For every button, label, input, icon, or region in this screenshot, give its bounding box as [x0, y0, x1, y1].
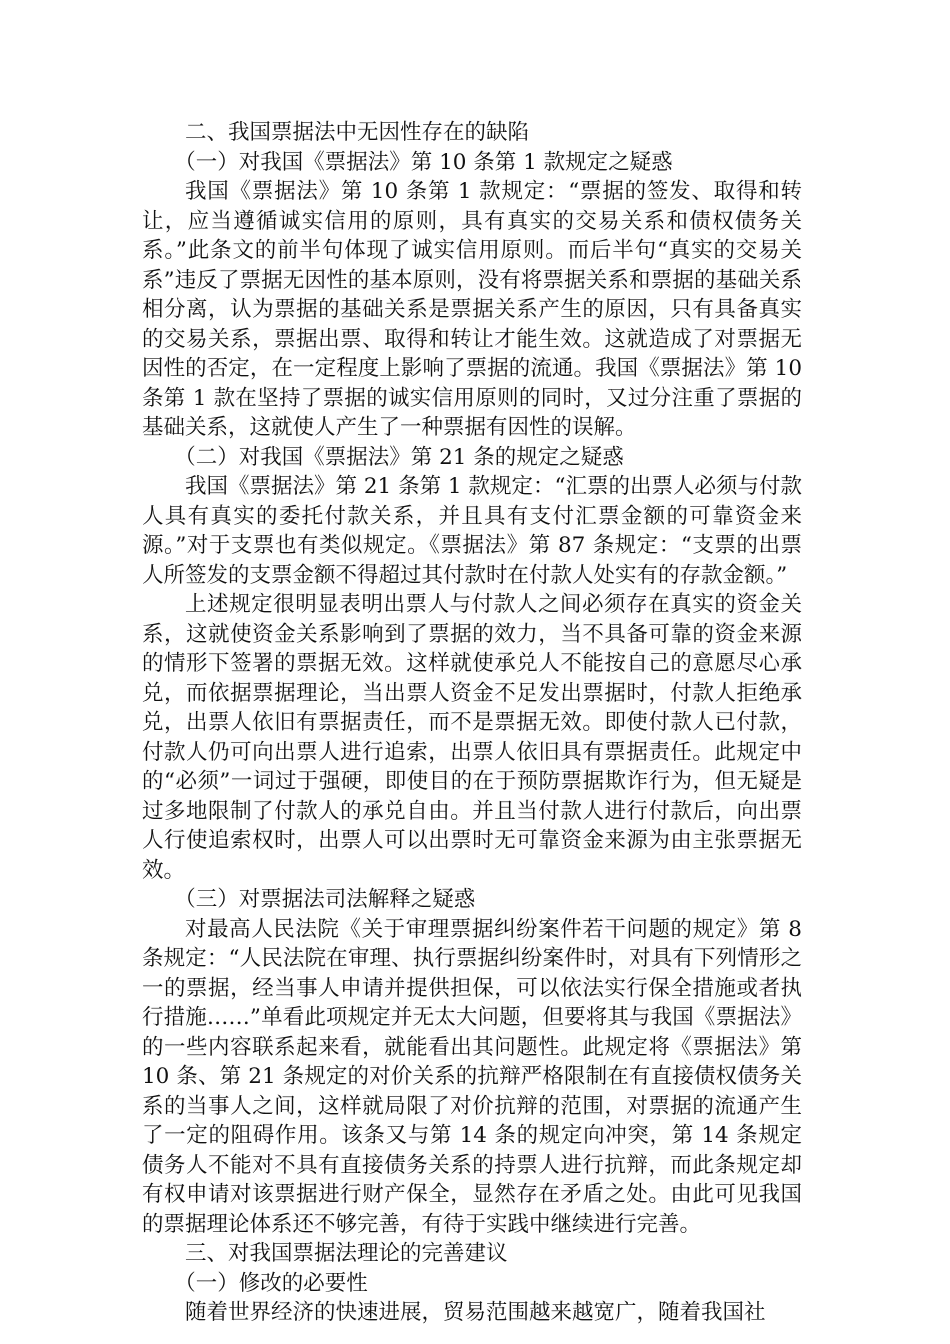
paragraph-article-10: 我国《票据法》第 10 条第 1 款规定：“票据的签发、取得和转让，应当遵循诚实信用的原则，具有真实的交易关系和债权债务关系。”此条文的前半句体现了诚实信用原则。而后半句“真实的交易关系”违反了票据无因性的基本原则，没有将票据关系和票据的基础关系相分离，认为票据的基础关系是票据关系产生的原因，只有具备真实的交易关系，票据出票、取得和转让才能生效。这就造成了对票据无因性的否定，在一定程度上影响了票据的流通。我国《票据法》第 10 条第 1 款在坚持了票据的诚实信用原则的同时，又过分注重了票据的基础关系，这就使人产生了一种票据有因性的误解。	[142, 179, 802, 440]
paragraph-fund-relation: 上述规定很明显表明出票人与付款人之间必须存在真实的资金关系，这就使资金关系影响到了票据的效力，当不具备可靠的资金来源的情形下签署的票据无效。这样就使承兑人不能按自己的意愿尽心承兑，而依据票据理论，当出票人资金不足发出票据时，付款人拒绝承兑，出票人依旧有票据责任，而不是票据无效。即使付款人已付款，付款人仍可向出票人进行追索，出票人依旧具有票据责任。此规定中的“必须”一词过于强硬，即使目的在于预防票据欺诈行为，但无疑是过多地限制了付款人的承兑自由。并且当付款人进行付款后，向出票人行使追索权时，出票人可以出票时无可靠资金来源为由主张票据无效。	[142, 592, 802, 883]
section-2-heading: 二、我国票据法中无因性存在的缺陷	[185, 120, 530, 145]
section-2-3-heading: （三）对票据法司法解释之疑惑	[174, 887, 476, 912]
section-3-heading: 三、对我国票据法理论的完善建议	[185, 1241, 508, 1266]
section-3-1-heading: （一）修改的必要性	[174, 1270, 368, 1296]
paragraph-judicial-interpretation: 对最高人民法院《关于审理票据纠纷案件若干问题的规定》第 8 条规定：“人民法院在审理、执行票据纠纷案件时，对具有下列情形之一的票据，经当事人申请并提供担保，可以依法实行保全措施或者执行措施……”单看此项规定并无太大问题，但要将其与我国《票据法》的一些内容联系起来看，就能看出其问题性。此规定将《票据法》第 10 条、第 21 条规定的对价关系的抗辩严格限制在有直接债权债务关系的当事人之间，这样就局限了对价抗辩的范围，对票据的流通产生了一定的阻碍作用。该条又与第 14 条的规定向冲突，第 14 条规定债务人不能对不具有直接债务关系的持票人进行抗辩，而此条规定却有权申请对该票据进行财产保全，显然存在矛盾之处。由此可见我国的票据理论体系还不够完善，有待于实践中继续进行完善。	[142, 916, 802, 1237]
section-2-2-heading: （二）对我国《票据法》第 21 条的规定之疑惑	[174, 444, 624, 470]
section-2-1-heading: （一）对我国《票据法》第 10 条第 1 款规定之疑惑	[174, 149, 673, 175]
paragraph-necessity: 随着世界经济的快速进展，贸易范围越来越宽广，随着我国社	[185, 1300, 766, 1325]
document-body	[142, 118, 802, 1328]
paragraph-article-21: 我国《票据法》第 21 条第 1 款规定：“汇票的出票人必须与付款人具有真实的委托付款关系，并且具有支付汇票金额的可靠资金来源。”对于支票也有类似规定。《票据法》第 87 条规定：“支票的出票人所签发的支票金额不得超过其付款时在付款人处实有的存款金额。”	[142, 474, 802, 588]
